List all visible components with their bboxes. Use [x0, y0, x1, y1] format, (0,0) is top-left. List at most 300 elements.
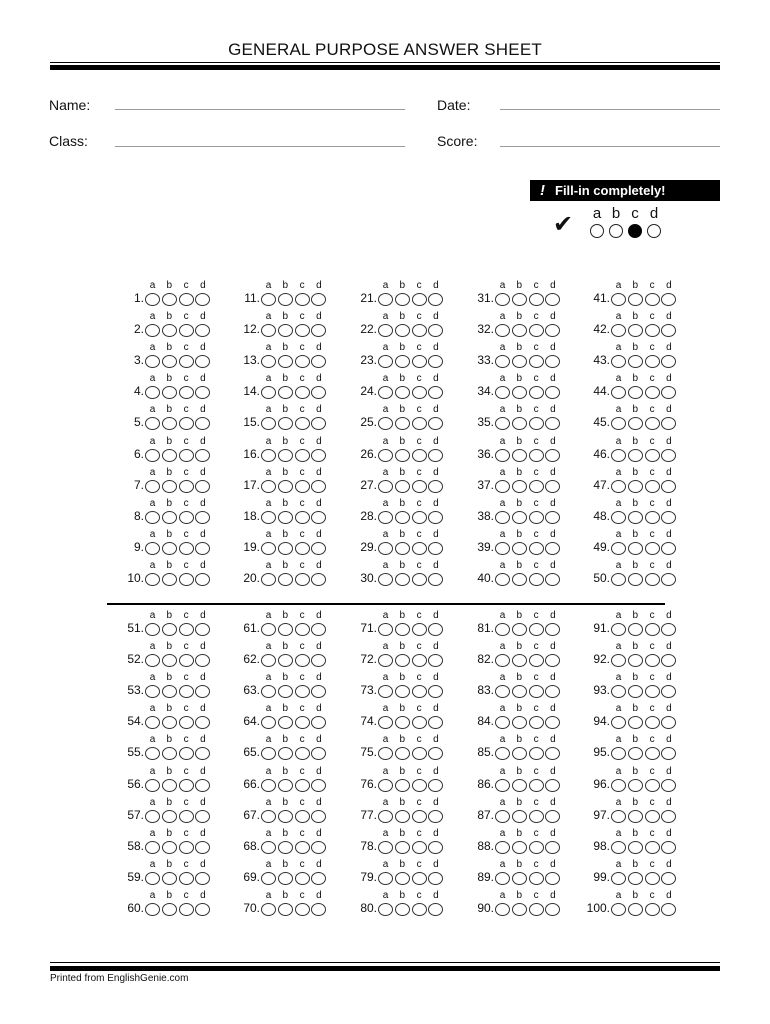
answer-bubble-46-c[interactable]	[645, 449, 660, 462]
answer-bubble-79-b[interactable]	[395, 872, 410, 885]
answer-bubble-59-d[interactable]	[195, 872, 210, 885]
answer-bubble-4-d[interactable]	[195, 386, 210, 399]
answer-bubble-3-c[interactable]	[179, 355, 194, 368]
answer-bubble-38-c[interactable]	[529, 511, 544, 524]
answer-bubble-25-a[interactable]	[378, 417, 393, 430]
answer-bubble-38-a[interactable]	[495, 511, 510, 524]
answer-bubble-18-a[interactable]	[261, 511, 276, 524]
answer-bubble-35-c[interactable]	[529, 417, 544, 430]
answer-bubble-7-d[interactable]	[195, 480, 210, 493]
answer-bubble-95-c[interactable]	[645, 747, 660, 760]
answer-bubble-5-a[interactable]	[145, 417, 160, 430]
answer-bubble-8-c[interactable]	[179, 511, 194, 524]
answer-bubble-73-b[interactable]	[395, 685, 410, 698]
answer-bubble-97-c[interactable]	[645, 810, 660, 823]
answer-bubble-72-b[interactable]	[395, 654, 410, 667]
answer-bubble-60-a[interactable]	[145, 903, 160, 916]
answer-bubble-77-c[interactable]	[412, 810, 427, 823]
answer-bubble-48-c[interactable]	[645, 511, 660, 524]
answer-bubble-2-b[interactable]	[162, 324, 177, 337]
answer-bubble-1-d[interactable]	[195, 293, 210, 306]
answer-bubble-68-c[interactable]	[295, 841, 310, 854]
answer-bubble-41-b[interactable]	[628, 293, 643, 306]
answer-bubble-96-d[interactable]	[661, 779, 676, 792]
answer-bubble-64-b[interactable]	[278, 716, 293, 729]
answer-bubble-13-a[interactable]	[261, 355, 276, 368]
answer-bubble-48-b[interactable]	[628, 511, 643, 524]
answer-bubble-17-c[interactable]	[295, 480, 310, 493]
answer-bubble-16-a[interactable]	[261, 449, 276, 462]
answer-bubble-17-d[interactable]	[311, 480, 326, 493]
answer-bubble-72-a[interactable]	[378, 654, 393, 667]
answer-bubble-42-d[interactable]	[661, 324, 676, 337]
answer-bubble-90-c[interactable]	[529, 903, 544, 916]
answer-bubble-40-c[interactable]	[529, 573, 544, 586]
answer-bubble-56-a[interactable]	[145, 779, 160, 792]
answer-bubble-23-c[interactable]	[412, 355, 427, 368]
answer-bubble-35-b[interactable]	[512, 417, 527, 430]
answer-bubble-30-a[interactable]	[378, 573, 393, 586]
answer-bubble-80-c[interactable]	[412, 903, 427, 916]
answer-bubble-81-c[interactable]	[529, 623, 544, 636]
answer-bubble-93-a[interactable]	[611, 685, 626, 698]
answer-bubble-2-c[interactable]	[179, 324, 194, 337]
answer-bubble-76-c[interactable]	[412, 779, 427, 792]
answer-bubble-5-b[interactable]	[162, 417, 177, 430]
answer-bubble-21-b[interactable]	[395, 293, 410, 306]
answer-bubble-57-b[interactable]	[162, 810, 177, 823]
answer-bubble-80-a[interactable]	[378, 903, 393, 916]
answer-bubble-63-c[interactable]	[295, 685, 310, 698]
answer-bubble-76-b[interactable]	[395, 779, 410, 792]
answer-bubble-51-a[interactable]	[145, 623, 160, 636]
answer-bubble-82-d[interactable]	[545, 654, 560, 667]
answer-bubble-68-b[interactable]	[278, 841, 293, 854]
answer-bubble-73-d[interactable]	[428, 685, 443, 698]
answer-bubble-60-c[interactable]	[179, 903, 194, 916]
answer-bubble-86-a[interactable]	[495, 779, 510, 792]
answer-bubble-76-d[interactable]	[428, 779, 443, 792]
answer-bubble-50-b[interactable]	[628, 573, 643, 586]
answer-bubble-61-d[interactable]	[311, 623, 326, 636]
answer-bubble-1-b[interactable]	[162, 293, 177, 306]
answer-bubble-7-a[interactable]	[145, 480, 160, 493]
answer-bubble-24-a[interactable]	[378, 386, 393, 399]
answer-bubble-86-d[interactable]	[545, 779, 560, 792]
answer-bubble-17-a[interactable]	[261, 480, 276, 493]
answer-bubble-12-b[interactable]	[278, 324, 293, 337]
answer-bubble-24-c[interactable]	[412, 386, 427, 399]
answer-bubble-43-d[interactable]	[661, 355, 676, 368]
answer-bubble-66-a[interactable]	[261, 779, 276, 792]
answer-bubble-27-b[interactable]	[395, 480, 410, 493]
answer-bubble-72-d[interactable]	[428, 654, 443, 667]
answer-bubble-62-a[interactable]	[261, 654, 276, 667]
answer-bubble-1-c[interactable]	[179, 293, 194, 306]
answer-bubble-33-b[interactable]	[512, 355, 527, 368]
answer-bubble-36-a[interactable]	[495, 449, 510, 462]
answer-bubble-100-b[interactable]	[628, 903, 643, 916]
answer-bubble-29-b[interactable]	[395, 542, 410, 555]
answer-bubble-83-b[interactable]	[512, 685, 527, 698]
answer-bubble-16-b[interactable]	[278, 449, 293, 462]
answer-bubble-60-b[interactable]	[162, 903, 177, 916]
answer-bubble-15-c[interactable]	[295, 417, 310, 430]
answer-bubble-42-a[interactable]	[611, 324, 626, 337]
answer-bubble-15-a[interactable]	[261, 417, 276, 430]
answer-bubble-6-b[interactable]	[162, 449, 177, 462]
answer-bubble-88-b[interactable]	[512, 841, 527, 854]
answer-bubble-5-d[interactable]	[195, 417, 210, 430]
answer-bubble-12-d[interactable]	[311, 324, 326, 337]
answer-bubble-97-b[interactable]	[628, 810, 643, 823]
answer-bubble-28-c[interactable]	[412, 511, 427, 524]
answer-bubble-60-d[interactable]	[195, 903, 210, 916]
answer-bubble-53-d[interactable]	[195, 685, 210, 698]
answer-bubble-54-a[interactable]	[145, 716, 160, 729]
answer-bubble-88-a[interactable]	[495, 841, 510, 854]
answer-bubble-7-b[interactable]	[162, 480, 177, 493]
answer-bubble-21-c[interactable]	[412, 293, 427, 306]
answer-bubble-36-b[interactable]	[512, 449, 527, 462]
answer-bubble-65-b[interactable]	[278, 747, 293, 760]
answer-bubble-5-c[interactable]	[179, 417, 194, 430]
answer-bubble-31-d[interactable]	[545, 293, 560, 306]
answer-bubble-23-a[interactable]	[378, 355, 393, 368]
answer-bubble-71-b[interactable]	[395, 623, 410, 636]
answer-bubble-76-a[interactable]	[378, 779, 393, 792]
answer-bubble-10-d[interactable]	[195, 573, 210, 586]
answer-bubble-83-a[interactable]	[495, 685, 510, 698]
answer-bubble-55-b[interactable]	[162, 747, 177, 760]
answer-bubble-100-c[interactable]	[645, 903, 660, 916]
answer-bubble-38-b[interactable]	[512, 511, 527, 524]
answer-bubble-85-b[interactable]	[512, 747, 527, 760]
answer-bubble-84-b[interactable]	[512, 716, 527, 729]
answer-bubble-94-d[interactable]	[661, 716, 676, 729]
answer-bubble-79-a[interactable]	[378, 872, 393, 885]
answer-bubble-82-b[interactable]	[512, 654, 527, 667]
answer-bubble-37-d[interactable]	[545, 480, 560, 493]
answer-bubble-90-d[interactable]	[545, 903, 560, 916]
answer-bubble-83-c[interactable]	[529, 685, 544, 698]
answer-bubble-74-c[interactable]	[412, 716, 427, 729]
answer-bubble-75-b[interactable]	[395, 747, 410, 760]
answer-bubble-93-b[interactable]	[628, 685, 643, 698]
answer-bubble-89-b[interactable]	[512, 872, 527, 885]
answer-bubble-11-c[interactable]	[295, 293, 310, 306]
answer-bubble-41-d[interactable]	[661, 293, 676, 306]
answer-bubble-30-d[interactable]	[428, 573, 443, 586]
answer-bubble-97-a[interactable]	[611, 810, 626, 823]
answer-bubble-95-a[interactable]	[611, 747, 626, 760]
answer-bubble-90-a[interactable]	[495, 903, 510, 916]
answer-bubble-10-a[interactable]	[145, 573, 160, 586]
answer-bubble-17-b[interactable]	[278, 480, 293, 493]
answer-bubble-34-c[interactable]	[529, 386, 544, 399]
answer-bubble-14-b[interactable]	[278, 386, 293, 399]
answer-bubble-34-d[interactable]	[545, 386, 560, 399]
answer-bubble-14-c[interactable]	[295, 386, 310, 399]
answer-bubble-50-d[interactable]	[661, 573, 676, 586]
answer-bubble-55-d[interactable]	[195, 747, 210, 760]
answer-bubble-84-c[interactable]	[529, 716, 544, 729]
answer-bubble-78-a[interactable]	[378, 841, 393, 854]
answer-bubble-52-a[interactable]	[145, 654, 160, 667]
answer-bubble-33-c[interactable]	[529, 355, 544, 368]
answer-bubble-18-b[interactable]	[278, 511, 293, 524]
answer-bubble-43-b[interactable]	[628, 355, 643, 368]
answer-bubble-20-b[interactable]	[278, 573, 293, 586]
answer-bubble-39-b[interactable]	[512, 542, 527, 555]
answer-bubble-18-c[interactable]	[295, 511, 310, 524]
answer-bubble-19-b[interactable]	[278, 542, 293, 555]
answer-bubble-22-b[interactable]	[395, 324, 410, 337]
answer-bubble-2-a[interactable]	[145, 324, 160, 337]
answer-bubble-81-b[interactable]	[512, 623, 527, 636]
answer-bubble-75-a[interactable]	[378, 747, 393, 760]
answer-bubble-95-d[interactable]	[661, 747, 676, 760]
answer-bubble-59-a[interactable]	[145, 872, 160, 885]
answer-bubble-73-c[interactable]	[412, 685, 427, 698]
answer-bubble-9-a[interactable]	[145, 542, 160, 555]
answer-bubble-21-a[interactable]	[378, 293, 393, 306]
answer-bubble-42-c[interactable]	[645, 324, 660, 337]
answer-bubble-77-d[interactable]	[428, 810, 443, 823]
answer-bubble-44-d[interactable]	[661, 386, 676, 399]
answer-bubble-9-d[interactable]	[195, 542, 210, 555]
answer-bubble-3-b[interactable]	[162, 355, 177, 368]
answer-bubble-48-d[interactable]	[661, 511, 676, 524]
answer-bubble-70-a[interactable]	[261, 903, 276, 916]
answer-bubble-70-d[interactable]	[311, 903, 326, 916]
answer-bubble-15-d[interactable]	[311, 417, 326, 430]
answer-bubble-25-b[interactable]	[395, 417, 410, 430]
answer-bubble-20-c[interactable]	[295, 573, 310, 586]
answer-bubble-54-d[interactable]	[195, 716, 210, 729]
answer-bubble-81-a[interactable]	[495, 623, 510, 636]
answer-bubble-8-a[interactable]	[145, 511, 160, 524]
answer-bubble-10-c[interactable]	[179, 573, 194, 586]
answer-bubble-54-b[interactable]	[162, 716, 177, 729]
answer-bubble-79-d[interactable]	[428, 872, 443, 885]
answer-bubble-92-a[interactable]	[611, 654, 626, 667]
answer-bubble-91-d[interactable]	[661, 623, 676, 636]
answer-bubble-32-b[interactable]	[512, 324, 527, 337]
answer-bubble-23-b[interactable]	[395, 355, 410, 368]
answer-bubble-75-c[interactable]	[412, 747, 427, 760]
answer-bubble-45-a[interactable]	[611, 417, 626, 430]
answer-bubble-66-d[interactable]	[311, 779, 326, 792]
answer-bubble-59-b[interactable]	[162, 872, 177, 885]
answer-bubble-28-d[interactable]	[428, 511, 443, 524]
answer-bubble-27-d[interactable]	[428, 480, 443, 493]
answer-bubble-37-b[interactable]	[512, 480, 527, 493]
answer-bubble-92-b[interactable]	[628, 654, 643, 667]
answer-bubble-98-b[interactable]	[628, 841, 643, 854]
answer-bubble-27-a[interactable]	[378, 480, 393, 493]
answer-bubble-63-b[interactable]	[278, 685, 293, 698]
answer-bubble-91-b[interactable]	[628, 623, 643, 636]
answer-bubble-58-c[interactable]	[179, 841, 194, 854]
answer-bubble-51-c[interactable]	[179, 623, 194, 636]
answer-bubble-24-b[interactable]	[395, 386, 410, 399]
answer-bubble-22-d[interactable]	[428, 324, 443, 337]
answer-bubble-87-a[interactable]	[495, 810, 510, 823]
answer-bubble-74-a[interactable]	[378, 716, 393, 729]
answer-bubble-67-a[interactable]	[261, 810, 276, 823]
answer-bubble-62-d[interactable]	[311, 654, 326, 667]
answer-bubble-28-a[interactable]	[378, 511, 393, 524]
answer-bubble-41-a[interactable]	[611, 293, 626, 306]
answer-bubble-66-c[interactable]	[295, 779, 310, 792]
answer-bubble-57-d[interactable]	[195, 810, 210, 823]
answer-bubble-96-c[interactable]	[645, 779, 660, 792]
answer-bubble-15-b[interactable]	[278, 417, 293, 430]
answer-bubble-67-d[interactable]	[311, 810, 326, 823]
answer-bubble-14-d[interactable]	[311, 386, 326, 399]
answer-bubble-77-a[interactable]	[378, 810, 393, 823]
answer-bubble-64-c[interactable]	[295, 716, 310, 729]
answer-bubble-50-a[interactable]	[611, 573, 626, 586]
answer-bubble-56-b[interactable]	[162, 779, 177, 792]
answer-bubble-62-c[interactable]	[295, 654, 310, 667]
answer-bubble-69-a[interactable]	[261, 872, 276, 885]
answer-bubble-26-b[interactable]	[395, 449, 410, 462]
answer-bubble-35-a[interactable]	[495, 417, 510, 430]
answer-bubble-67-b[interactable]	[278, 810, 293, 823]
answer-bubble-53-a[interactable]	[145, 685, 160, 698]
answer-bubble-98-c[interactable]	[645, 841, 660, 854]
answer-bubble-7-c[interactable]	[179, 480, 194, 493]
answer-bubble-51-d[interactable]	[195, 623, 210, 636]
answer-bubble-9-c[interactable]	[179, 542, 194, 555]
answer-bubble-13-c[interactable]	[295, 355, 310, 368]
answer-bubble-30-b[interactable]	[395, 573, 410, 586]
answer-bubble-87-b[interactable]	[512, 810, 527, 823]
answer-bubble-75-d[interactable]	[428, 747, 443, 760]
class-field[interactable]	[115, 146, 405, 147]
answer-bubble-31-b[interactable]	[512, 293, 527, 306]
date-field[interactable]	[500, 109, 720, 110]
answer-bubble-2-d[interactable]	[195, 324, 210, 337]
answer-bubble-62-b[interactable]	[278, 654, 293, 667]
answer-bubble-1-a[interactable]	[145, 293, 160, 306]
answer-bubble-47-c[interactable]	[645, 480, 660, 493]
answer-bubble-52-b[interactable]	[162, 654, 177, 667]
answer-bubble-86-b[interactable]	[512, 779, 527, 792]
answer-bubble-49-c[interactable]	[645, 542, 660, 555]
name-field[interactable]	[115, 109, 405, 110]
answer-bubble-3-a[interactable]	[145, 355, 160, 368]
answer-bubble-37-a[interactable]	[495, 480, 510, 493]
answer-bubble-20-a[interactable]	[261, 573, 276, 586]
answer-bubble-53-c[interactable]	[179, 685, 194, 698]
answer-bubble-45-b[interactable]	[628, 417, 643, 430]
answer-bubble-45-c[interactable]	[645, 417, 660, 430]
answer-bubble-92-d[interactable]	[661, 654, 676, 667]
answer-bubble-11-d[interactable]	[311, 293, 326, 306]
answer-bubble-40-d[interactable]	[545, 573, 560, 586]
answer-bubble-99-b[interactable]	[628, 872, 643, 885]
answer-bubble-94-b[interactable]	[628, 716, 643, 729]
answer-bubble-41-c[interactable]	[645, 293, 660, 306]
answer-bubble-64-d[interactable]	[311, 716, 326, 729]
answer-bubble-12-c[interactable]	[295, 324, 310, 337]
answer-bubble-19-a[interactable]	[261, 542, 276, 555]
answer-bubble-4-c[interactable]	[179, 386, 194, 399]
answer-bubble-94-a[interactable]	[611, 716, 626, 729]
answer-bubble-58-a[interactable]	[145, 841, 160, 854]
answer-bubble-33-d[interactable]	[545, 355, 560, 368]
answer-bubble-55-a[interactable]	[145, 747, 160, 760]
answer-bubble-94-c[interactable]	[645, 716, 660, 729]
answer-bubble-71-a[interactable]	[378, 623, 393, 636]
answer-bubble-95-b[interactable]	[628, 747, 643, 760]
answer-bubble-22-c[interactable]	[412, 324, 427, 337]
answer-bubble-36-c[interactable]	[529, 449, 544, 462]
answer-bubble-25-d[interactable]	[428, 417, 443, 430]
answer-bubble-69-d[interactable]	[311, 872, 326, 885]
answer-bubble-74-d[interactable]	[428, 716, 443, 729]
score-field[interactable]	[500, 146, 720, 147]
answer-bubble-68-a[interactable]	[261, 841, 276, 854]
answer-bubble-46-b[interactable]	[628, 449, 643, 462]
answer-bubble-86-c[interactable]	[529, 779, 544, 792]
answer-bubble-23-d[interactable]	[428, 355, 443, 368]
answer-bubble-11-a[interactable]	[261, 293, 276, 306]
answer-bubble-24-d[interactable]	[428, 386, 443, 399]
answer-bubble-69-b[interactable]	[278, 872, 293, 885]
answer-bubble-100-a[interactable]	[611, 903, 626, 916]
answer-bubble-31-c[interactable]	[529, 293, 544, 306]
answer-bubble-61-b[interactable]	[278, 623, 293, 636]
answer-bubble-85-a[interactable]	[495, 747, 510, 760]
answer-bubble-10-b[interactable]	[162, 573, 177, 586]
answer-bubble-42-b[interactable]	[628, 324, 643, 337]
answer-bubble-4-a[interactable]	[145, 386, 160, 399]
answer-bubble-45-d[interactable]	[661, 417, 676, 430]
answer-bubble-46-a[interactable]	[611, 449, 626, 462]
answer-bubble-31-a[interactable]	[495, 293, 510, 306]
answer-bubble-78-d[interactable]	[428, 841, 443, 854]
answer-bubble-52-c[interactable]	[179, 654, 194, 667]
answer-bubble-32-c[interactable]	[529, 324, 544, 337]
answer-bubble-51-b[interactable]	[162, 623, 177, 636]
answer-bubble-49-a[interactable]	[611, 542, 626, 555]
answer-bubble-39-d[interactable]	[545, 542, 560, 555]
answer-bubble-63-d[interactable]	[311, 685, 326, 698]
answer-bubble-44-c[interactable]	[645, 386, 660, 399]
answer-bubble-6-a[interactable]	[145, 449, 160, 462]
answer-bubble-90-b[interactable]	[512, 903, 527, 916]
answer-bubble-96-b[interactable]	[628, 779, 643, 792]
answer-bubble-54-c[interactable]	[179, 716, 194, 729]
answer-bubble-53-b[interactable]	[162, 685, 177, 698]
answer-bubble-8-b[interactable]	[162, 511, 177, 524]
answer-bubble-30-c[interactable]	[412, 573, 427, 586]
answer-bubble-57-c[interactable]	[179, 810, 194, 823]
answer-bubble-84-d[interactable]	[545, 716, 560, 729]
answer-bubble-29-c[interactable]	[412, 542, 427, 555]
answer-bubble-79-c[interactable]	[412, 872, 427, 885]
answer-bubble-6-d[interactable]	[195, 449, 210, 462]
answer-bubble-65-c[interactable]	[295, 747, 310, 760]
answer-bubble-40-b[interactable]	[512, 573, 527, 586]
answer-bubble-82-c[interactable]	[529, 654, 544, 667]
answer-bubble-99-c[interactable]	[645, 872, 660, 885]
answer-bubble-87-c[interactable]	[529, 810, 544, 823]
